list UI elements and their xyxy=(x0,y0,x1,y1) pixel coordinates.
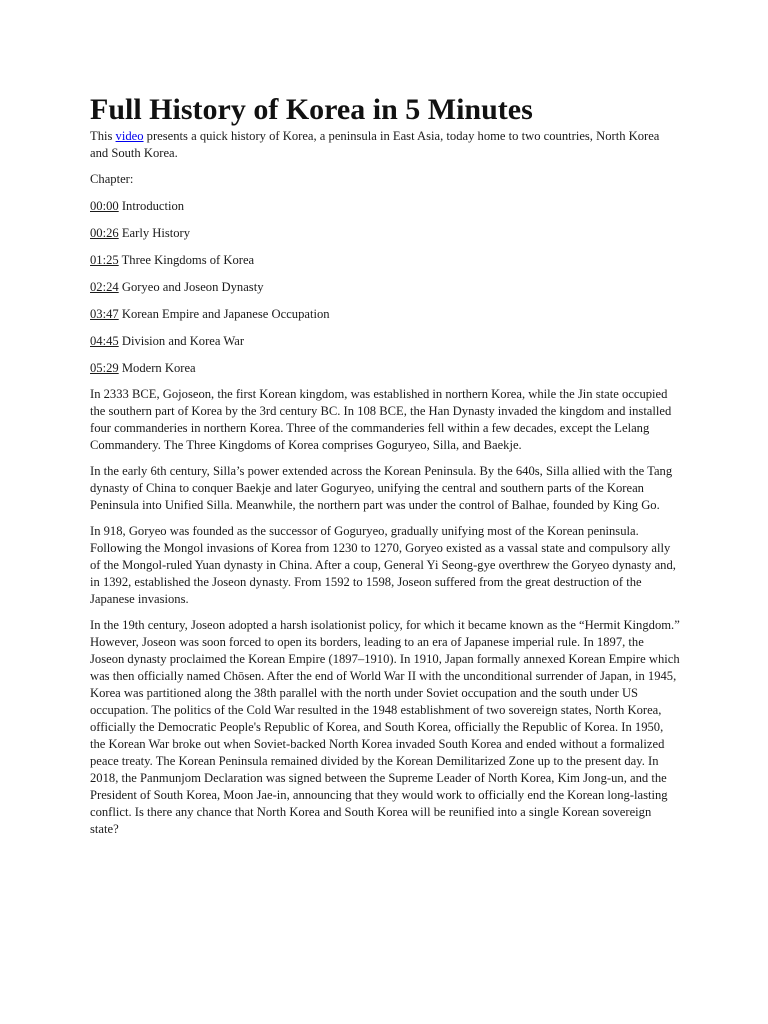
chapter-title: Division and Korea War xyxy=(121,334,245,348)
body-paragraph: In 918, Goryeo was founded as the successor of Goguryeo, gradually unifying most of the Korean peninsula. Following the Mongol invasions of Korea from 1230 to 1270, Goryeo existed as a vassal state and compulsory ally of the Mongol-ruled Yuan dynasty in China. After a coup, General Yi Seong-gye overthrew the Goryeo dynasty and, in 1392, established the Joseon dynasty. From 1592 to 1598, Joseon suffered from the great destruction of the Japanese invasions. xyxy=(90,524,676,606)
chapter-title: Goryeo and Joseon Dynasty xyxy=(121,280,264,294)
chapter-timestamp-link[interactable]: 00:26 xyxy=(90,226,119,240)
chapter-title: Introduction xyxy=(121,199,185,213)
body-paragraph: In the 19th century, Joseon adopted a harsh isolationist policy, for which it became known as the “Hermit Kingdom.” However, Joseon was soon forced to open its borders, leading to an era of Japanese imperial rule. In 1897, the Joseon dynasty proclaimed the Korean Empire (1897–1910). In 1910, Japan formally annexed Korean Empire which was then officially named Chōsen. After the end of World War II with the unconditional surrender of Japan, in 1945, Korea was partitioned along the 38th parallel with the north under Soviet occupation and the south under US occupation. The politics of the Cold War resulted in the 1948 establishment of two sovereign states, North Korea, officially the Democratic People's Republic of Korea, and South Korea, officially the Republic of Korea. In 1950, the Korean War broke out when Soviet-backed North Korea invaded South Korea and ended without a formalized peace treaty. The Korean Peninsula remained divided by the Korean Demilitarized Zone up to the present day. In 2018, the Panmunjom Declaration was signed between the Supreme Leader of North Korea, Kim Jong-un, and the President of South Korea, Moon Jae-in, announcing that they would work to officially end the Korean long-lasting conflict. Is there any chance that North Korea and South Korea will be reunified into a single Korean sovereign state? xyxy=(90,618,680,836)
chapter-title: Korean Empire and Japanese Occupation xyxy=(121,307,330,321)
chapter-label: Chapter: xyxy=(90,172,134,186)
chapter-item xyxy=(90,306,680,323)
chapter-list xyxy=(90,198,680,377)
page-title: Full History of Korea in 5 Minutes xyxy=(90,93,533,126)
intro-paragraph xyxy=(90,128,680,162)
chapter-timestamp-link[interactable]: 02:24 xyxy=(90,280,119,294)
body-paragraph: In the early 6th century, Silla’s power extended across the Korean Peninsula. By the 640s, Silla allied with the Tang dynasty of China to conquer Baekje and later Goguryeo, unifying the central and southern parts of the Korean Peninsula into Unified Silla. Meanwhile, the northern part was under the control of Balhae, founded by King Go. xyxy=(90,464,673,512)
chapter-timestamp-link[interactable]: 05:29 xyxy=(90,361,119,375)
video-link[interactable]: video xyxy=(115,129,144,143)
chapter-item xyxy=(90,252,680,269)
chapter-timestamp-link[interactable]: 03:47 xyxy=(90,307,119,321)
chapter-item xyxy=(90,279,680,296)
chapter-item xyxy=(90,360,680,377)
intro-text-before: This xyxy=(90,129,116,143)
chapter-timestamp-link[interactable]: 04:45 xyxy=(90,334,119,348)
chapter-title: Modern Korea xyxy=(121,361,196,375)
chapter-timestamp-link[interactable]: 01:25 xyxy=(90,253,119,267)
chapter-item xyxy=(90,225,680,242)
intro-text-after: presents a quick history of Korea, a peninsula in East Asia, today home to two countries, North Korea and South Korea. xyxy=(90,129,660,160)
chapter-title: Early History xyxy=(121,226,191,240)
chapter-timestamp-link[interactable]: 00:00 xyxy=(90,199,119,213)
chapter-item xyxy=(90,333,680,350)
chapter-title: Three Kingdoms of Korea xyxy=(121,253,255,267)
chapter-item xyxy=(90,198,680,215)
body-paragraph: In 2333 BCE, Gojoseon, the first Korean kingdom, was established in northern Korea, while the Jin state occupied the southern part of Korea by the 3rd century BC. In 108 BCE, the Han Dynasty invaded the kingdom and installed four commanderies in northern Korea. Three of the commanderies fell within a few decades, except the Lelang Commandery. The Three Kingdoms of Korea comprises Goguryeo, Silla, and Baekje. xyxy=(90,387,672,452)
